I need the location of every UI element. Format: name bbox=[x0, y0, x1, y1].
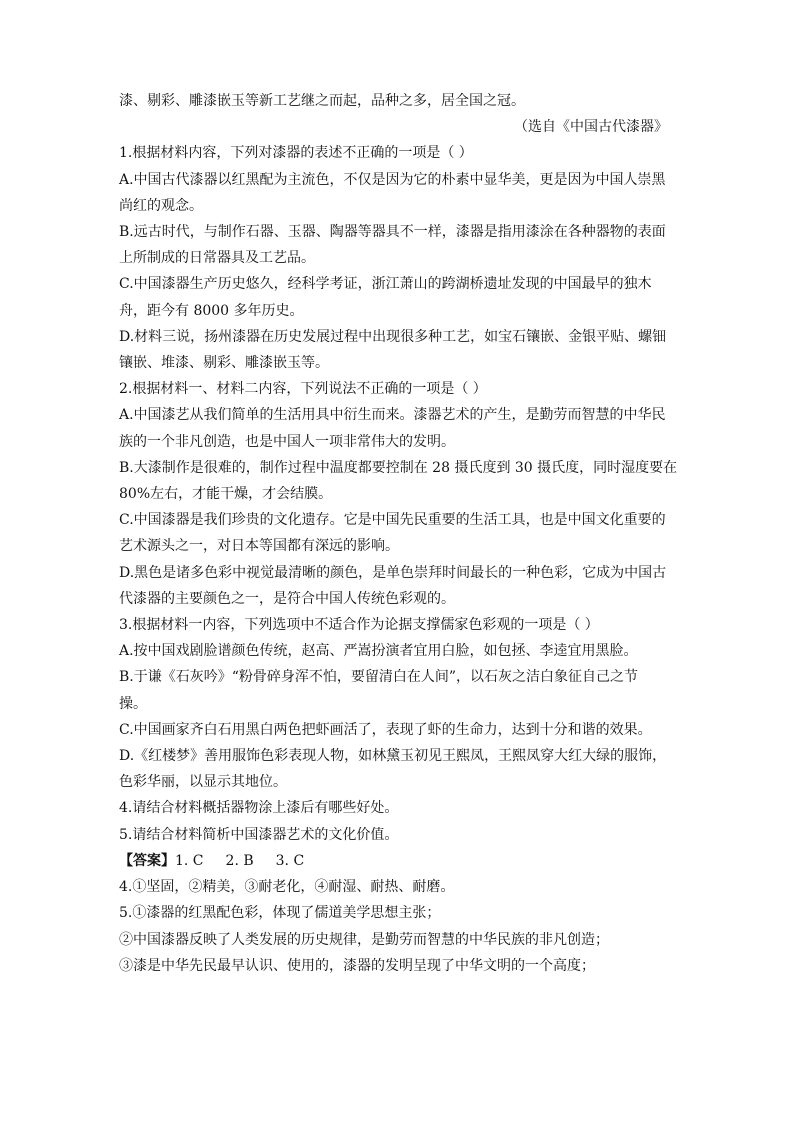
question-2-option-b-line-2: 80%左右，才能干燥，才会结膜。 bbox=[119, 486, 333, 503]
question-1-option-b-line-2: 上所制成的日常器具及工艺品。 bbox=[119, 250, 315, 267]
question-3-option-d-line-1: D.《红楼梦》善用服饰色彩表现人物，如林黛玉初见王熙凤，王熙凤穿大红大绿的服饰， bbox=[119, 748, 667, 765]
answer-5-line-2: ②中国漆器反映了人类发展的历史规律，是勤劳而智慧的中华民族的非凡创造； bbox=[119, 931, 609, 948]
question-1-option-d-line-2: 镶嵌、堆漆、剔彩、雕漆嵌玉等。 bbox=[119, 355, 329, 372]
question-4-stem: 4.请结合材料概括器物涂上漆后有哪些好处。 bbox=[119, 800, 399, 817]
question-1-option-a-line-1: A.中国古代漆器以红黑配为主流色，不仅是因为它的朴素中显华美，更是因为中国人崇黑 bbox=[119, 171, 666, 188]
question-2 bbox=[119, 376, 678, 612]
passage-source: （选自《中国古代漆器》 bbox=[514, 119, 668, 136]
question-3-option-d-line-2: 色彩华丽，以显示其地位。 bbox=[119, 774, 287, 791]
question-2-option-a-line-1: A.中国漆艺从我们简单的生活用具中衍生而来。漆器艺术的产生，是勤劳而智慧的中华民 bbox=[119, 407, 666, 424]
question-3-option-b-line-2: 操。 bbox=[119, 695, 147, 712]
passage-tail-line: 漆、剔彩、雕漆嵌玉等新工艺继之而起，品种之多，居全国之冠。 bbox=[119, 93, 525, 109]
answer-section bbox=[119, 848, 668, 979]
question-1-option-d-line-1: D.材料三说，扬州漆器在历史发展过程中出现很多种工艺，如宝石镶嵌、金银平贴、螺钿 bbox=[119, 328, 667, 345]
question-2-option-d-line-2: 代漆器的主要颜色之一，是符合中国人传统色彩观的。 bbox=[119, 590, 455, 607]
answer-2: 2. B bbox=[225, 852, 254, 869]
question-3-option-c: C.中国画家齐白石用黑白两色把虾画活了，表现了虾的生命力，达到十分和谐的效果。 bbox=[119, 721, 652, 738]
answer-5-line-1: 5.①漆器的红黑配色彩，体现了儒道美学思想主张； bbox=[119, 905, 441, 922]
question-3-option-a: A.按中国戏剧脸谱颜色传统，赵高、严嵩扮演者宜用白脸，如包拯、李逵宜用黑脸。 bbox=[119, 643, 638, 660]
question-1-stem: 1.根据材料内容，下列对漆器的表述不正确的一项是（ ） bbox=[119, 145, 473, 162]
question-1-option-c-line-2: 舟，距今有 8000 多年历史。 bbox=[119, 302, 304, 319]
question-1-option-b-line-1: B.远古时代，与制作石器、玉器、陶器等器具不一样，漆器是指用漆涂在各种器物的表面 bbox=[119, 224, 666, 241]
question-2-option-b-line-1: B.大漆制作是很难的，制作过程中温度都要控制在 28 摄氏度到 30 摄氏度，同时湿度要在 bbox=[119, 459, 678, 476]
question-1 bbox=[119, 140, 668, 376]
answer-4: 4.①坚固，②精美，③耐老化，④耐湿、耐热、耐磨。 bbox=[119, 879, 455, 896]
answer-5-line-3: ③漆是中华先民最早认识、使用的，漆器的发明呈现了中华文明的一个高度； bbox=[119, 957, 595, 974]
question-2-option-a-line-2: 族的一个非凡创造，也是中国人一项非常伟大的发明。 bbox=[119, 433, 455, 450]
question-2-stem: 2.根据材料一、材料二内容，下列说法不正确的一项是（ ） bbox=[119, 381, 487, 398]
question-3 bbox=[119, 612, 668, 795]
answer-3: 3. C bbox=[275, 852, 305, 869]
question-2-option-c-line-2: 艺术源头之一，对日本等国都有深远的影响。 bbox=[119, 538, 399, 555]
answer-choices-line bbox=[119, 848, 668, 874]
question-1-option-c-line-1: C.中国漆器生产历史悠久，经科学考证，浙江萧山的跨湖桥遗址发现的中国最早的独木 bbox=[119, 276, 652, 293]
question-1-option-a-line-2: 尚红的观念。 bbox=[119, 197, 203, 214]
answer-1: 1. C bbox=[175, 852, 204, 869]
question-2-option-d-line-1: D.黑色是诸多色彩中视觉最清晰的颜色，是单色崇拜时间最长的一种色彩，它成为中国古 bbox=[119, 564, 667, 581]
answer-label: 【答案】 bbox=[119, 852, 175, 869]
question-3-stem: 3.根据材料一内容，下列选项中不适合作为论据支撑儒家色彩观的一项是（ ） bbox=[119, 617, 599, 634]
question-2-option-c-line-1: C.中国漆器是我们珍贵的文化遗存。它是中国先民重要的生活工具，也是中国文化重要的 bbox=[119, 512, 666, 529]
question-5-stem: 5.请结合材料简析中国漆器艺术的文化价值。 bbox=[119, 826, 399, 843]
question-3-option-b-line-1: B.于谦《石灰吟》“粉骨碎身浑不怕，要留清白在人间”，以石灰之洁白象征自己之节 bbox=[119, 669, 639, 686]
